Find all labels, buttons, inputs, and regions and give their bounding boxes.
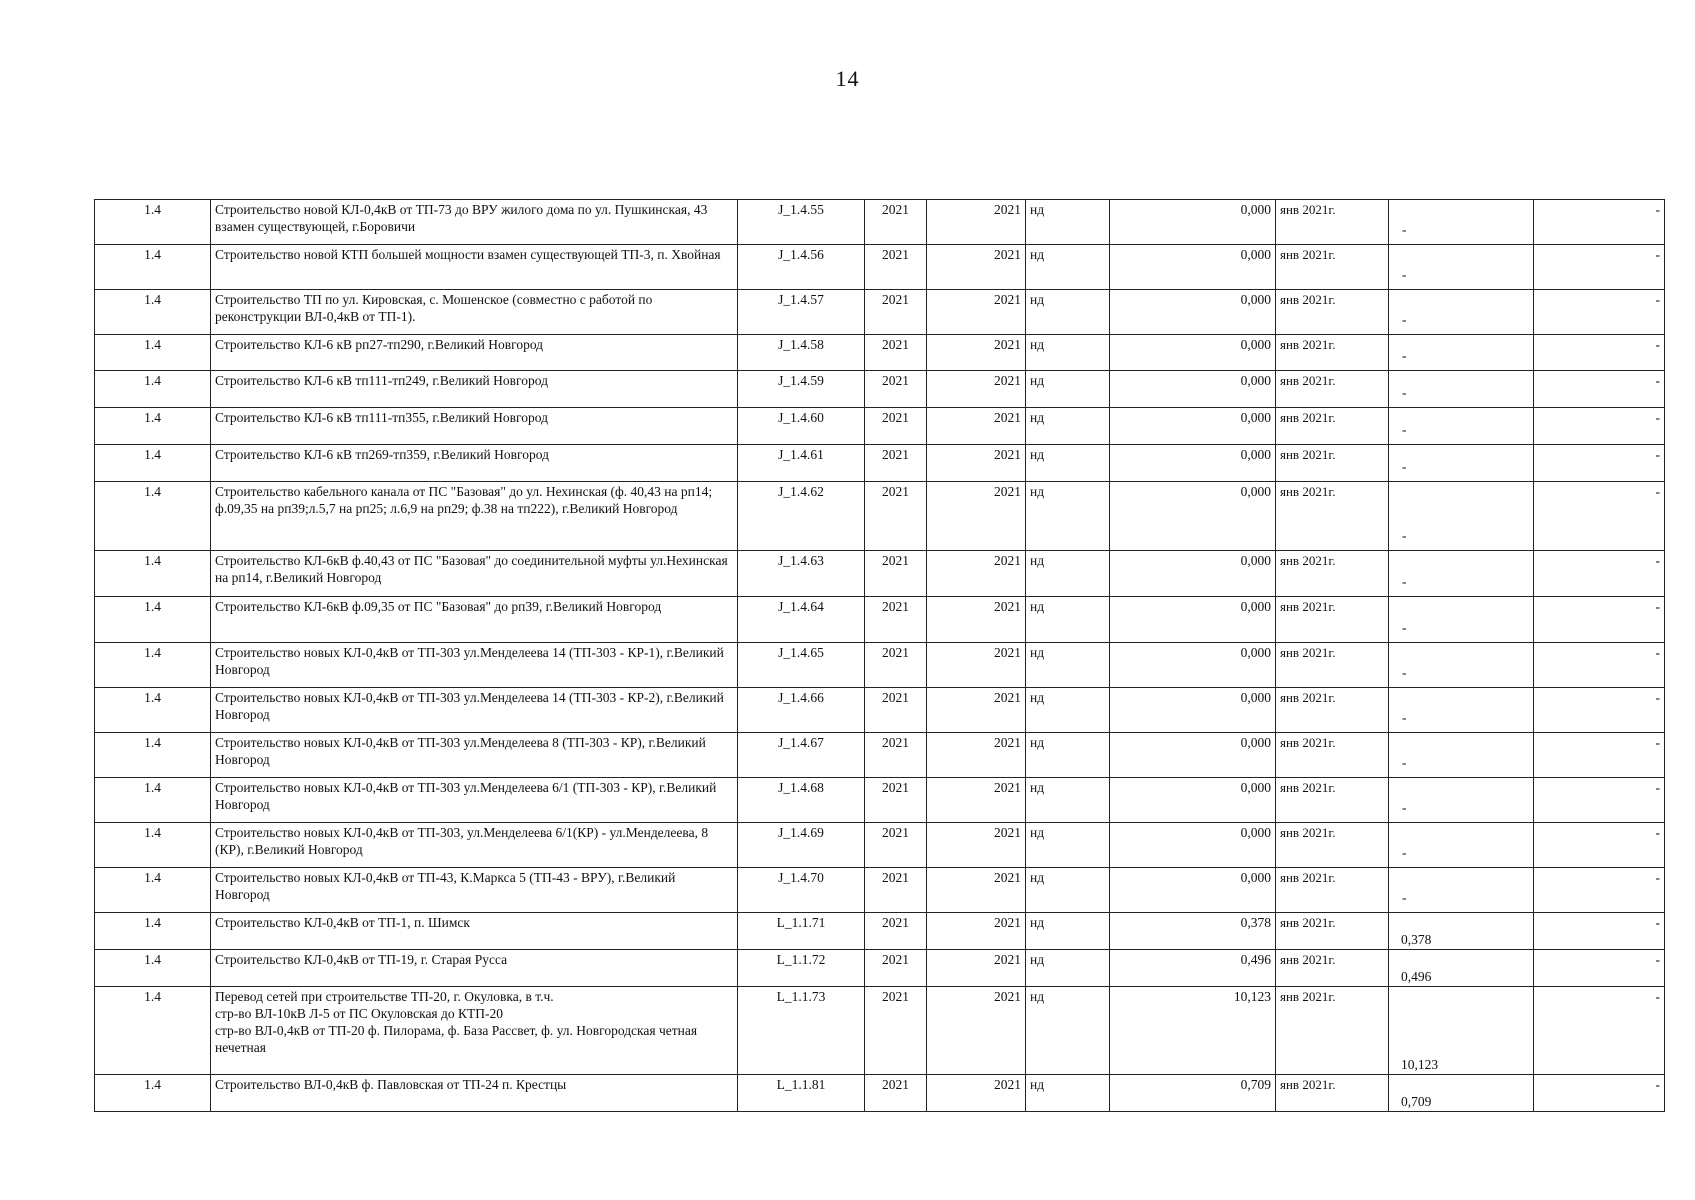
row-plan xyxy=(1389,950,1534,987)
row-year-start: 2021 xyxy=(865,1075,927,1112)
row-extra: - xyxy=(1534,950,1665,987)
row-code: J_1.4.68 xyxy=(738,778,865,823)
row-value: 0,000 xyxy=(1110,200,1276,245)
row-date: янв 2021г. xyxy=(1276,597,1389,643)
row-value: 0,000 xyxy=(1110,868,1276,913)
row-number: 1.4 xyxy=(95,643,211,688)
row-plan-value: - xyxy=(1402,222,1407,237)
row-description: Строительство новых КЛ-0,4кВ от ТП-303 ул.Менделеева 8 (ТП-303 - КР), г.Великий Новгород xyxy=(211,733,738,778)
row-number: 1.4 xyxy=(95,371,211,408)
row-date: янв 2021г. xyxy=(1276,950,1389,987)
table-row xyxy=(95,823,1665,868)
row-date: янв 2021г. xyxy=(1276,987,1389,1075)
row-plan xyxy=(1389,200,1534,245)
row-value: 0,000 xyxy=(1110,688,1276,733)
row-description: Строительство КЛ-6 кВ тп111-тп249, г.Великий Новгород xyxy=(211,371,738,408)
row-extra: - xyxy=(1534,987,1665,1075)
row-plan xyxy=(1389,688,1534,733)
row-unit: нд xyxy=(1026,335,1110,371)
table-row xyxy=(95,1075,1665,1112)
row-plan-value: - xyxy=(1402,890,1407,905)
row-value: 10,123 xyxy=(1110,987,1276,1075)
row-year-start: 2021 xyxy=(865,371,927,408)
row-year-start: 2021 xyxy=(865,733,927,778)
row-description: Строительство ВЛ-0,4кВ ф. Павловская от ТП-24 п. Крестцы xyxy=(211,1075,738,1112)
row-unit: нд xyxy=(1026,733,1110,778)
row-number: 1.4 xyxy=(95,913,211,950)
row-value: 0,000 xyxy=(1110,445,1276,482)
row-extra: - xyxy=(1534,200,1665,245)
row-number: 1.4 xyxy=(95,482,211,551)
row-number: 1.4 xyxy=(95,200,211,245)
row-year-start: 2021 xyxy=(865,335,927,371)
row-number: 1.4 xyxy=(95,987,211,1075)
row-description: Строительство новой КТП большей мощности взамен существующей ТП-3, п. Хвойная xyxy=(211,245,738,290)
row-year-end: 2021 xyxy=(927,408,1026,445)
row-code: L_1.1.73 xyxy=(738,987,865,1075)
row-date: янв 2021г. xyxy=(1276,245,1389,290)
row-year-end: 2021 xyxy=(927,290,1026,335)
row-year-start: 2021 xyxy=(865,482,927,551)
row-plan-value: - xyxy=(1402,348,1407,363)
row-code: J_1.4.55 xyxy=(738,200,865,245)
row-plan xyxy=(1389,597,1534,643)
row-year-end: 2021 xyxy=(927,913,1026,950)
row-code: J_1.4.56 xyxy=(738,245,865,290)
row-extra: - xyxy=(1534,371,1665,408)
row-description: Строительство КЛ-0,4кВ от ТП-1, п. Шимск xyxy=(211,913,738,950)
row-value: 0,000 xyxy=(1110,823,1276,868)
row-plan-value: 0,709 xyxy=(1401,1094,1432,1109)
table-row xyxy=(95,733,1665,778)
row-plan-value: 0,378 xyxy=(1401,932,1432,947)
row-code: J_1.4.61 xyxy=(738,445,865,482)
row-date: янв 2021г. xyxy=(1276,733,1389,778)
row-extra: - xyxy=(1534,643,1665,688)
page-number: 14 xyxy=(835,66,860,91)
row-extra: - xyxy=(1534,335,1665,371)
row-description: Строительство новых КЛ-0,4кВ от ТП-303 ул.Менделеева 14 (ТП-303 - КР-1), г.Великий Новгород xyxy=(211,643,738,688)
row-year-start: 2021 xyxy=(865,688,927,733)
row-plan xyxy=(1389,733,1534,778)
row-plan xyxy=(1389,643,1534,688)
row-date: янв 2021г. xyxy=(1276,290,1389,335)
table-row xyxy=(95,643,1665,688)
investment-table xyxy=(94,199,1665,1112)
row-year-end: 2021 xyxy=(927,551,1026,597)
row-year-end: 2021 xyxy=(927,643,1026,688)
row-extra: - xyxy=(1534,733,1665,778)
row-plan xyxy=(1389,408,1534,445)
row-date: янв 2021г. xyxy=(1276,1075,1389,1112)
row-plan-value: - xyxy=(1402,528,1407,543)
row-plan-value: - xyxy=(1402,574,1407,589)
row-plan xyxy=(1389,371,1534,408)
table-row xyxy=(95,950,1665,987)
row-number: 1.4 xyxy=(95,597,211,643)
row-unit: нд xyxy=(1026,778,1110,823)
row-plan-value: - xyxy=(1402,755,1407,770)
row-unit: нд xyxy=(1026,643,1110,688)
row-unit: нд xyxy=(1026,200,1110,245)
table-row xyxy=(95,551,1665,597)
row-year-end: 2021 xyxy=(927,823,1026,868)
row-year-end: 2021 xyxy=(927,371,1026,408)
row-value: 0,496 xyxy=(1110,950,1276,987)
table-row xyxy=(95,778,1665,823)
row-plan-value: - xyxy=(1402,267,1407,282)
row-unit: нд xyxy=(1026,290,1110,335)
row-extra: - xyxy=(1534,913,1665,950)
row-extra: - xyxy=(1534,408,1665,445)
row-plan-value: - xyxy=(1402,459,1407,474)
row-year-end: 2021 xyxy=(927,987,1026,1075)
row-value: 0,000 xyxy=(1110,290,1276,335)
row-year-end: 2021 xyxy=(927,733,1026,778)
row-value: 0,378 xyxy=(1110,913,1276,950)
row-description: Строительство КЛ-6кВ ф.40,43 от ПС "Базовая" до соединительной муфты ул.Нехинская на рп14, г.Великий Новгород xyxy=(211,551,738,597)
row-code: J_1.4.63 xyxy=(738,551,865,597)
row-year-end: 2021 xyxy=(927,778,1026,823)
row-description: Строительство КЛ-6 кВ тп111-тп355, г.Великий Новгород xyxy=(211,408,738,445)
row-description: Строительство КЛ-0,4кВ от ТП-19, г. Старая Русса xyxy=(211,950,738,987)
row-date: янв 2021г. xyxy=(1276,823,1389,868)
row-number: 1.4 xyxy=(95,950,211,987)
row-number: 1.4 xyxy=(95,290,211,335)
row-description: Строительство КЛ-6 кВ тп269-тп359, г.Великий Новгород xyxy=(211,445,738,482)
row-date: янв 2021г. xyxy=(1276,551,1389,597)
table-row xyxy=(95,408,1665,445)
row-code: L_1.1.81 xyxy=(738,1075,865,1112)
row-unit: нд xyxy=(1026,371,1110,408)
row-plan xyxy=(1389,551,1534,597)
row-description: Строительство ТП по ул. Кировская, с. Мошенское (совместно с работой по реконструкции ВЛ-0,4кВ от ТП-1). xyxy=(211,290,738,335)
table-row xyxy=(95,597,1665,643)
row-year-start: 2021 xyxy=(865,551,927,597)
table-row xyxy=(95,335,1665,371)
row-plan-value: - xyxy=(1402,422,1407,437)
row-date: янв 2021г. xyxy=(1276,913,1389,950)
row-date: янв 2021г. xyxy=(1276,643,1389,688)
row-plan xyxy=(1389,913,1534,950)
row-number: 1.4 xyxy=(95,335,211,371)
row-code: J_1.4.69 xyxy=(738,823,865,868)
row-year-start: 2021 xyxy=(865,823,927,868)
row-description: Перевод сетей при строительстве ТП-20, г. Окуловка, в т.ч. стр-во ВЛ-10кВ Л-5 от ПС Окуловская до КТП-20 стр-во ВЛ-0,4кВ от ТП-20 ф. Пилорама, ф. База Рассвет, ф. ул. Новгородская четная нечетная xyxy=(211,987,738,1075)
row-code: J_1.4.59 xyxy=(738,371,865,408)
row-extra: - xyxy=(1534,868,1665,913)
row-year-end: 2021 xyxy=(927,688,1026,733)
row-number: 1.4 xyxy=(95,688,211,733)
row-number: 1.4 xyxy=(95,408,211,445)
row-code: J_1.4.57 xyxy=(738,290,865,335)
row-plan xyxy=(1389,987,1534,1075)
row-description: Строительство новых КЛ-0,4кВ от ТП-43, К.Маркса 5 (ТП-43 - ВРУ), г.Великий Новгород xyxy=(211,868,738,913)
row-value: 0,000 xyxy=(1110,335,1276,371)
row-extra: - xyxy=(1534,597,1665,643)
row-extra: - xyxy=(1534,778,1665,823)
row-plan xyxy=(1389,482,1534,551)
row-unit: нд xyxy=(1026,868,1110,913)
row-date: янв 2021г. xyxy=(1276,688,1389,733)
row-code: L_1.1.72 xyxy=(738,950,865,987)
row-year-end: 2021 xyxy=(927,335,1026,371)
row-plan-value: - xyxy=(1402,710,1407,725)
row-unit: нд xyxy=(1026,823,1110,868)
row-value: 0,000 xyxy=(1110,371,1276,408)
row-plan xyxy=(1389,778,1534,823)
table-row xyxy=(95,371,1665,408)
row-value: 0,000 xyxy=(1110,778,1276,823)
row-date: янв 2021г. xyxy=(1276,868,1389,913)
row-unit: нд xyxy=(1026,445,1110,482)
row-unit: нд xyxy=(1026,482,1110,551)
row-description: Строительство новой КЛ-0,4кВ от ТП-73 до ВРУ жилого дома по ул. Пушкинская, 43 взамен существующей, г.Боровичи xyxy=(211,200,738,245)
row-unit: нд xyxy=(1026,597,1110,643)
row-year-start: 2021 xyxy=(865,778,927,823)
row-value: 0,000 xyxy=(1110,643,1276,688)
row-plan-value: - xyxy=(1402,800,1407,815)
table-row xyxy=(95,868,1665,913)
row-number: 1.4 xyxy=(95,733,211,778)
row-year-start: 2021 xyxy=(865,950,927,987)
row-year-start: 2021 xyxy=(865,408,927,445)
row-plan xyxy=(1389,868,1534,913)
row-year-end: 2021 xyxy=(927,1075,1026,1112)
row-year-start: 2021 xyxy=(865,245,927,290)
row-extra: - xyxy=(1534,290,1665,335)
row-year-end: 2021 xyxy=(927,868,1026,913)
table-row xyxy=(95,445,1665,482)
row-date: янв 2021г. xyxy=(1276,445,1389,482)
row-code: J_1.4.62 xyxy=(738,482,865,551)
row-code: J_1.4.66 xyxy=(738,688,865,733)
table-row xyxy=(95,290,1665,335)
row-plan-value: - xyxy=(1402,312,1407,327)
row-plan xyxy=(1389,245,1534,290)
row-code: J_1.4.60 xyxy=(738,408,865,445)
row-year-end: 2021 xyxy=(927,482,1026,551)
row-plan-value: - xyxy=(1402,665,1407,680)
row-year-start: 2021 xyxy=(865,290,927,335)
row-extra: - xyxy=(1534,445,1665,482)
row-value: 0,000 xyxy=(1110,597,1276,643)
table-row xyxy=(95,245,1665,290)
row-date: янв 2021г. xyxy=(1276,371,1389,408)
row-unit: нд xyxy=(1026,1075,1110,1112)
row-plan xyxy=(1389,823,1534,868)
table-row xyxy=(95,482,1665,551)
row-description: Строительство КЛ-6кВ ф.09,35 от ПС "Базовая" до рп39, г.Великий Новгород xyxy=(211,597,738,643)
row-plan xyxy=(1389,1075,1534,1112)
row-plan xyxy=(1389,445,1534,482)
row-code: J_1.4.67 xyxy=(738,733,865,778)
row-value: 0,000 xyxy=(1110,482,1276,551)
table-row xyxy=(95,200,1665,245)
row-date: янв 2021г. xyxy=(1276,408,1389,445)
row-extra: - xyxy=(1534,688,1665,733)
row-plan xyxy=(1389,290,1534,335)
row-plan-value: 0,496 xyxy=(1401,969,1432,984)
table-row xyxy=(95,987,1665,1075)
row-date: янв 2021г. xyxy=(1276,335,1389,371)
row-date: янв 2021г. xyxy=(1276,200,1389,245)
row-unit: нд xyxy=(1026,950,1110,987)
row-number: 1.4 xyxy=(95,1075,211,1112)
row-description: Строительство новых КЛ-0,4кВ от ТП-303, ул.Менделеева 6/1(КР) - ул.Менделеева, 8 (КР), г.Великий Новгород xyxy=(211,823,738,868)
row-description: Строительство КЛ-6 кВ рп27-тп290, г.Великий Новгород xyxy=(211,335,738,371)
row-year-start: 2021 xyxy=(865,445,927,482)
row-description: Строительство кабельного канала от ПС "Базовая" до ул. Нехинская (ф. 40,43 на рп14; ф.09,35 на рп39;л.5,7 на рп25; л.6,9 на рп29; ф.38 на тп222), г.Великий Новгород xyxy=(211,482,738,551)
row-extra: - xyxy=(1534,482,1665,551)
row-description: Строительство новых КЛ-0,4кВ от ТП-303 ул.Менделеева 6/1 (ТП-303 - КР), г.Великий Новгород xyxy=(211,778,738,823)
row-code: L_1.1.71 xyxy=(738,913,865,950)
row-number: 1.4 xyxy=(95,245,211,290)
row-plan xyxy=(1389,335,1534,371)
row-value: 0,000 xyxy=(1110,551,1276,597)
row-year-end: 2021 xyxy=(927,445,1026,482)
row-value: 0,000 xyxy=(1110,733,1276,778)
row-date: янв 2021г. xyxy=(1276,778,1389,823)
row-extra: - xyxy=(1534,823,1665,868)
row-year-end: 2021 xyxy=(927,950,1026,987)
row-extra: - xyxy=(1534,551,1665,597)
row-plan-value: - xyxy=(1402,845,1407,860)
row-year-start: 2021 xyxy=(865,597,927,643)
row-year-start: 2021 xyxy=(865,868,927,913)
row-date: янв 2021г. xyxy=(1276,482,1389,551)
row-year-start: 2021 xyxy=(865,200,927,245)
row-description: Строительство новых КЛ-0,4кВ от ТП-303 ул.Менделеева 14 (ТП-303 - КР-2), г.Великий Новгород xyxy=(211,688,738,733)
row-unit: нд xyxy=(1026,245,1110,290)
row-unit: нд xyxy=(1026,688,1110,733)
row-number: 1.4 xyxy=(95,868,211,913)
row-plan-value: 10,123 xyxy=(1401,1057,1439,1072)
row-year-end: 2021 xyxy=(927,597,1026,643)
row-code: J_1.4.65 xyxy=(738,643,865,688)
row-extra: - xyxy=(1534,1075,1665,1112)
row-year-start: 2021 xyxy=(865,643,927,688)
row-number: 1.4 xyxy=(95,778,211,823)
table-row xyxy=(95,913,1665,950)
row-value: 0,709 xyxy=(1110,1075,1276,1112)
row-year-start: 2021 xyxy=(865,913,927,950)
row-value: 0,000 xyxy=(1110,408,1276,445)
row-number: 1.4 xyxy=(95,551,211,597)
row-unit: нд xyxy=(1026,913,1110,950)
row-value: 0,000 xyxy=(1110,245,1276,290)
row-year-end: 2021 xyxy=(927,200,1026,245)
row-unit: нд xyxy=(1026,551,1110,597)
row-code: J_1.4.58 xyxy=(738,335,865,371)
row-unit: нд xyxy=(1026,987,1110,1075)
row-unit: нд xyxy=(1026,408,1110,445)
row-code: J_1.4.64 xyxy=(738,597,865,643)
row-code: J_1.4.70 xyxy=(738,868,865,913)
row-extra: - xyxy=(1534,245,1665,290)
row-number: 1.4 xyxy=(95,823,211,868)
row-plan-value: - xyxy=(1402,385,1407,400)
table-row xyxy=(95,688,1665,733)
row-plan-value: - xyxy=(1402,620,1407,635)
row-number: 1.4 xyxy=(95,445,211,482)
row-year-start: 2021 xyxy=(865,987,927,1075)
row-year-end: 2021 xyxy=(927,245,1026,290)
